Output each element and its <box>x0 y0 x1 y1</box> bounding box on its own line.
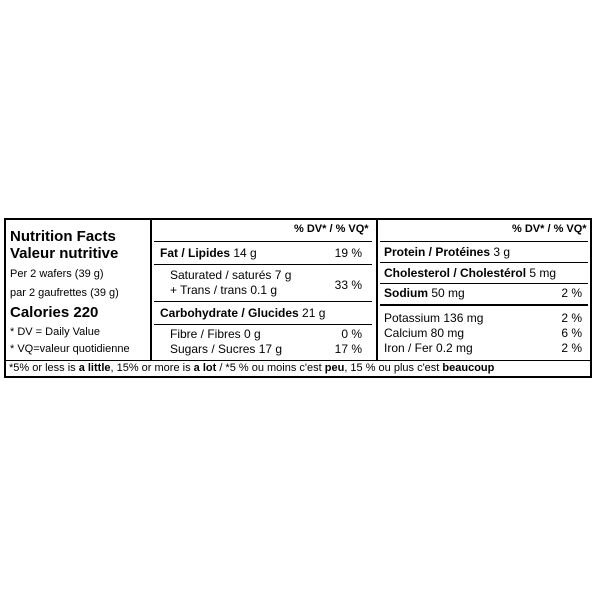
title-en: Nutrition Facts <box>10 228 116 245</box>
cholesterol-row: Cholesterol / Cholestérol 5 mg <box>384 266 557 280</box>
fat-dv: 19 % <box>334 246 362 260</box>
fat-row: Fat / Lipides 14 g <box>160 246 257 260</box>
calcium-row: Calcium 80 mg <box>384 326 465 340</box>
carbohydrate-row: Carbohydrate / Glucides 21 g <box>160 306 326 320</box>
footnote: *5% or less is a little, 15% or more is a lot / *5 % ou moins c'est peu, 15 % ou plus c'est beaucoup <box>9 362 495 374</box>
sodium-dv: 2 % <box>561 286 582 300</box>
saturated-row: Saturated / saturés 7 g <box>170 268 292 282</box>
fibre-dv: 0 % <box>341 327 362 341</box>
sodium-row: Sodium 50 mg <box>384 286 465 300</box>
serving-size-en: Per 2 wafers (39 g) <box>10 268 104 280</box>
title-fr: Valeur nutritive <box>10 245 119 262</box>
dv-definition-fr: * VQ=valeur quotidienne <box>10 343 130 355</box>
protein-row: Protein / Protéines 3 g <box>384 245 511 259</box>
nutrition-facts-label <box>4 218 592 378</box>
serving-size-fr: par 2 gaufrettes (39 g) <box>10 287 119 299</box>
potassium-dv: 2 % <box>561 311 582 325</box>
calcium-dv: 6 % <box>561 326 582 340</box>
middle-dv-header: % DV* / % VQ* <box>294 223 369 235</box>
sugars-dv: 17 % <box>334 342 362 356</box>
right-dv-header: % DV* / % VQ* <box>512 223 587 235</box>
calories: Calories 220 <box>10 304 99 321</box>
divider-left <box>150 220 152 360</box>
iron-dv: 2 % <box>561 341 582 355</box>
potassium-row: Potassium 136 mg <box>384 311 484 325</box>
divider-right <box>376 220 378 360</box>
sugars-row: Sugars / Sucres 17 g <box>170 342 283 356</box>
iron-row: Iron / Fer 0.2 mg <box>384 341 473 355</box>
saturated-trans-dv: 33 % <box>334 278 362 292</box>
fibre-row: Fibre / Fibres 0 g <box>170 327 261 341</box>
dv-definition-en: * DV = Daily Value <box>10 326 100 338</box>
trans-row: + Trans / trans 0.1 g <box>170 283 278 297</box>
